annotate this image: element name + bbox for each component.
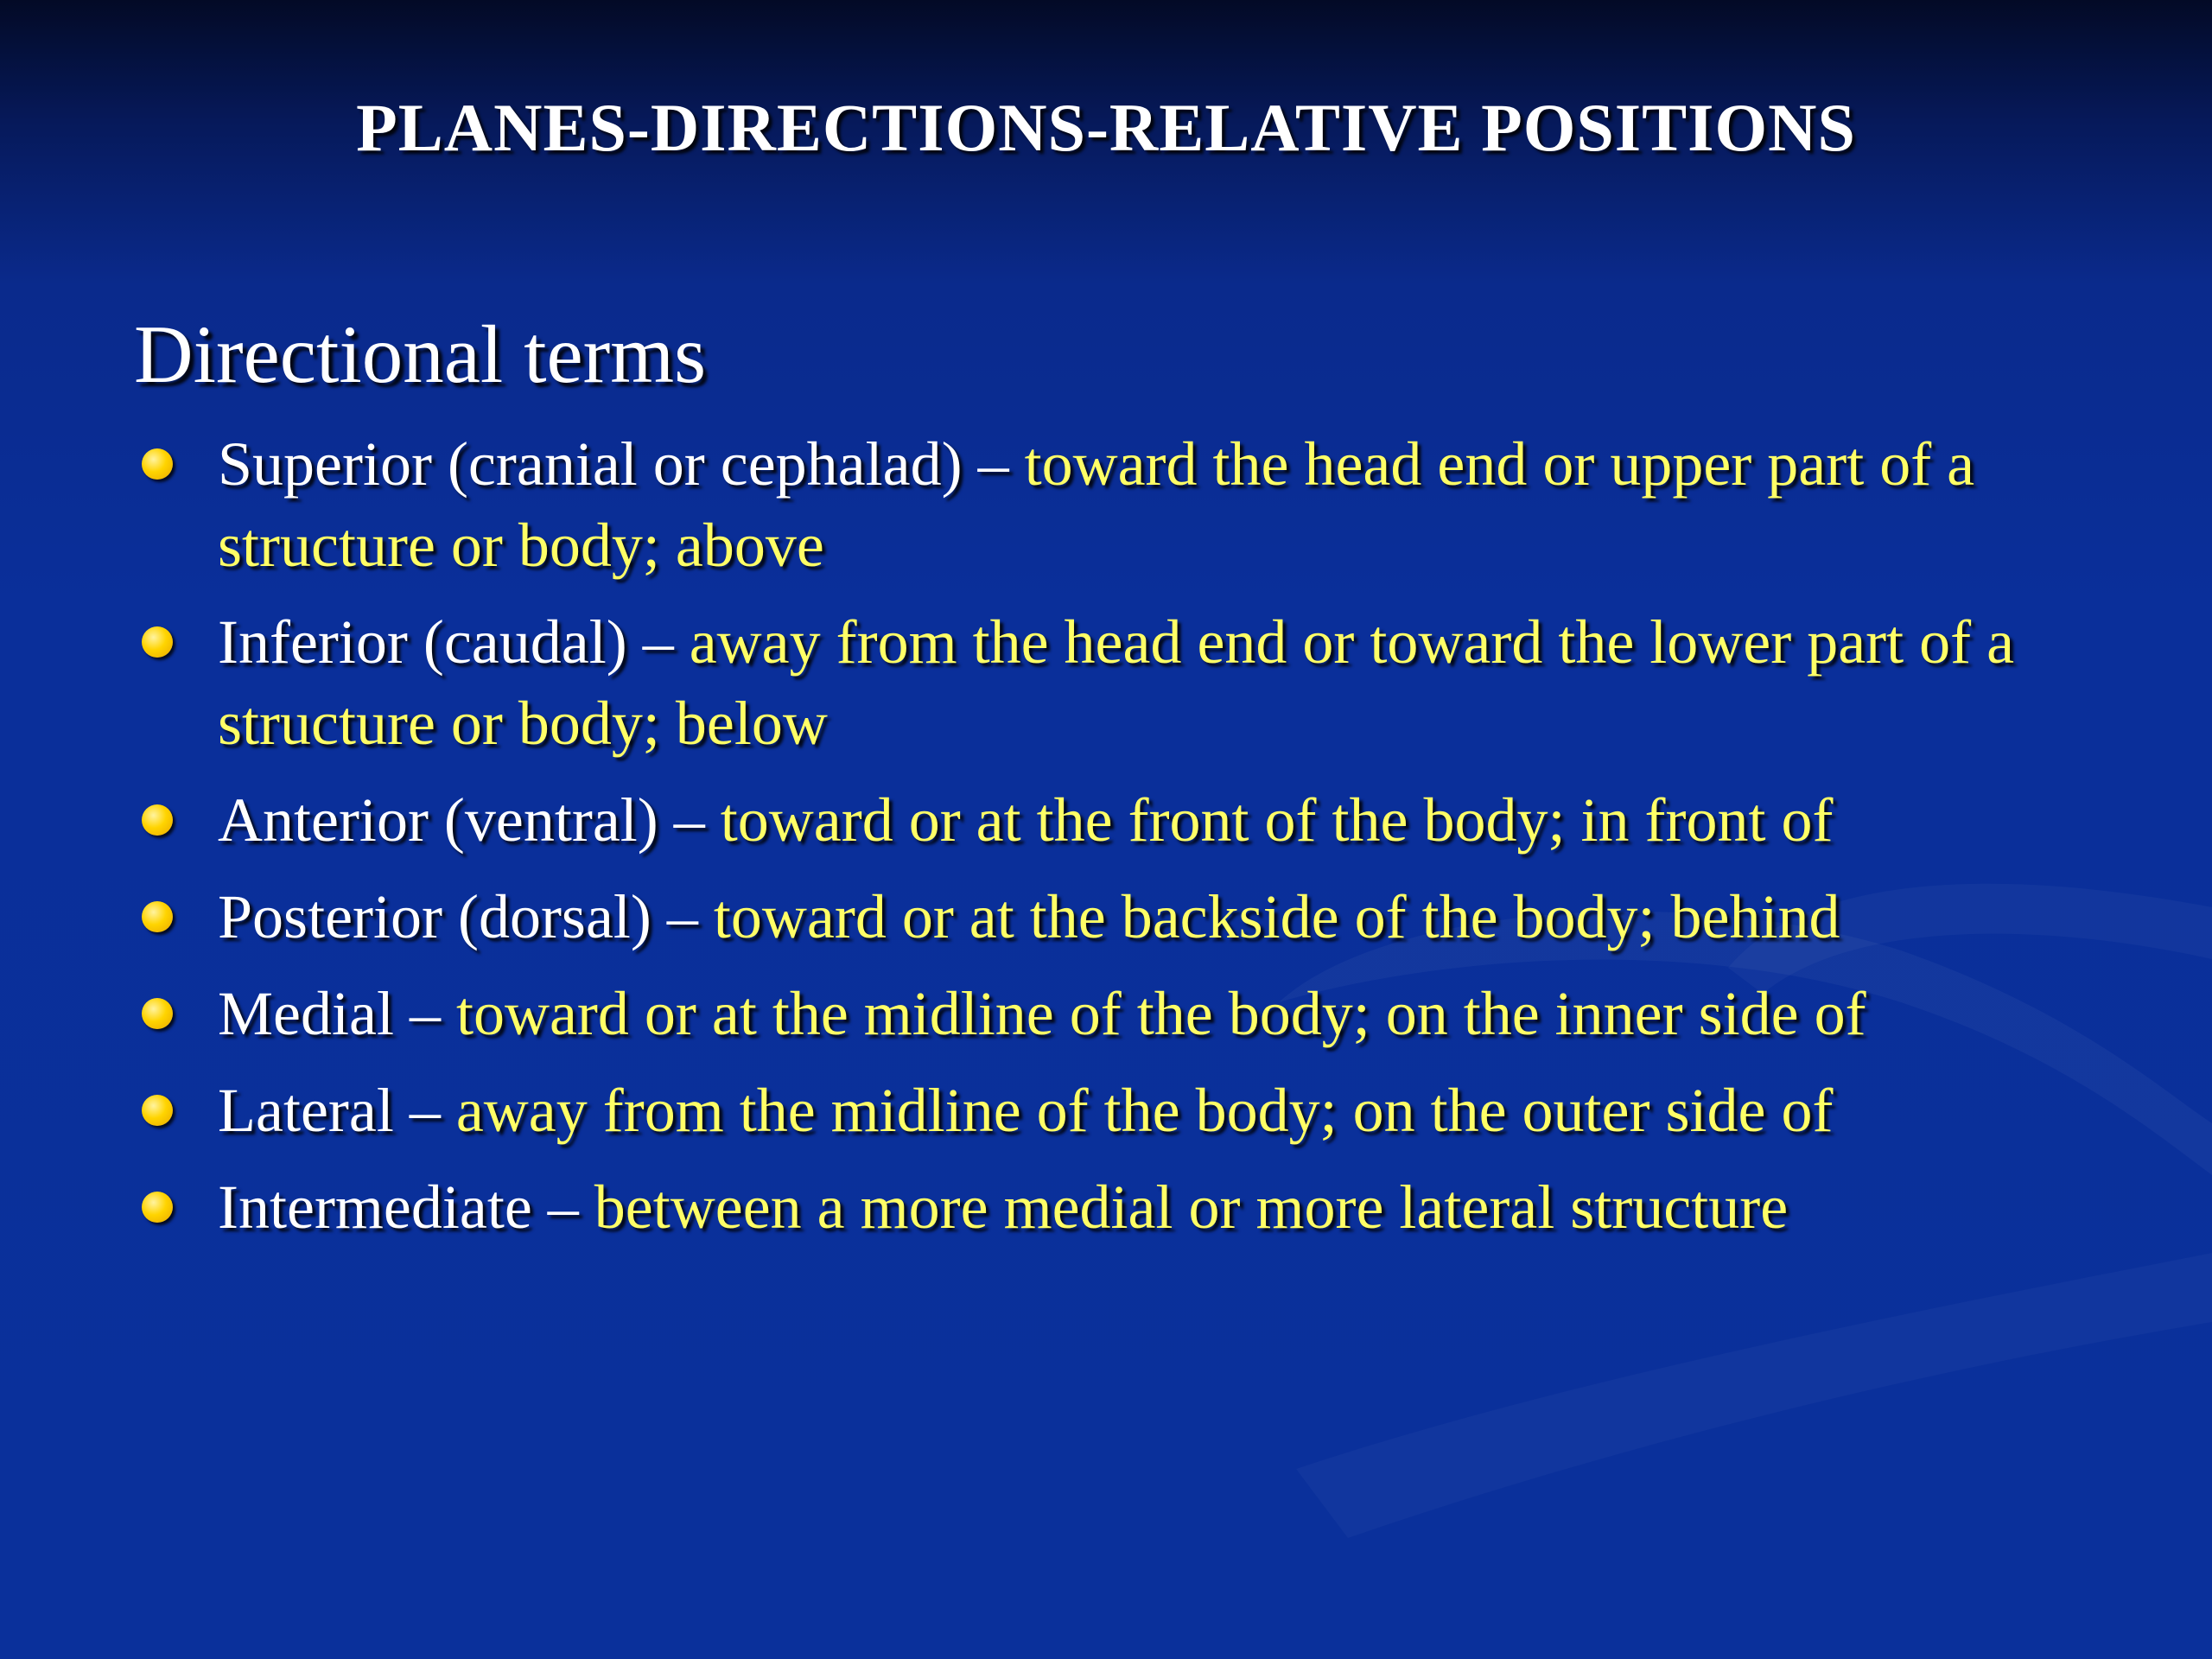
- term-label: Posterior (dorsal) –: [218, 882, 714, 951]
- bullet-icon: [142, 901, 173, 932]
- term-definition: away from the midline of the body; on the outer side of: [455, 1076, 1834, 1145]
- term-label: Anterior (ventral) –: [218, 785, 721, 855]
- bullet-icon: [142, 804, 173, 836]
- list-item-medial: [138, 973, 2126, 1054]
- list-item-anterior: [138, 779, 2126, 861]
- term-label: Medial –: [218, 979, 456, 1048]
- bullet-icon: [142, 998, 173, 1029]
- term-definition: toward or at the backside of the body; behind: [713, 882, 1840, 951]
- list-item-posterior: [138, 876, 2126, 957]
- section-heading: Directional terms: [134, 308, 707, 400]
- list-item-lateral: [138, 1070, 2126, 1151]
- term-definition: toward the head end or upper part of a structure or body; above: [218, 429, 1975, 580]
- list-item-inferior: [138, 601, 2126, 764]
- list-item-superior: [138, 423, 2126, 586]
- term-definition: toward or at the front of the body; in front of: [720, 785, 1834, 855]
- term-definition: between a more medial or more lateral structure: [594, 1173, 1789, 1242]
- term-definition: away from the head end or toward the lower part of a structure or body; below: [218, 607, 2015, 758]
- bullet-icon: [142, 1192, 173, 1223]
- term-definition: toward or at the midline of the body; on the inner side of: [455, 979, 1866, 1048]
- slide-title: PLANES-DIRECTIONS-RELATIVE POSITIONS: [356, 90, 1856, 165]
- list-item-intermediate: [138, 1166, 2126, 1248]
- term-label: Inferior (caudal) –: [218, 607, 690, 677]
- bullet-icon: [142, 626, 173, 658]
- directional-terms-list: [138, 423, 2126, 1263]
- term-label: Superior (cranial or cephalad) –: [218, 429, 1025, 499]
- term-label: Intermediate –: [218, 1173, 594, 1242]
- bullet-icon: [142, 448, 173, 480]
- term-label: Lateral –: [218, 1076, 456, 1145]
- bullet-icon: [142, 1095, 173, 1126]
